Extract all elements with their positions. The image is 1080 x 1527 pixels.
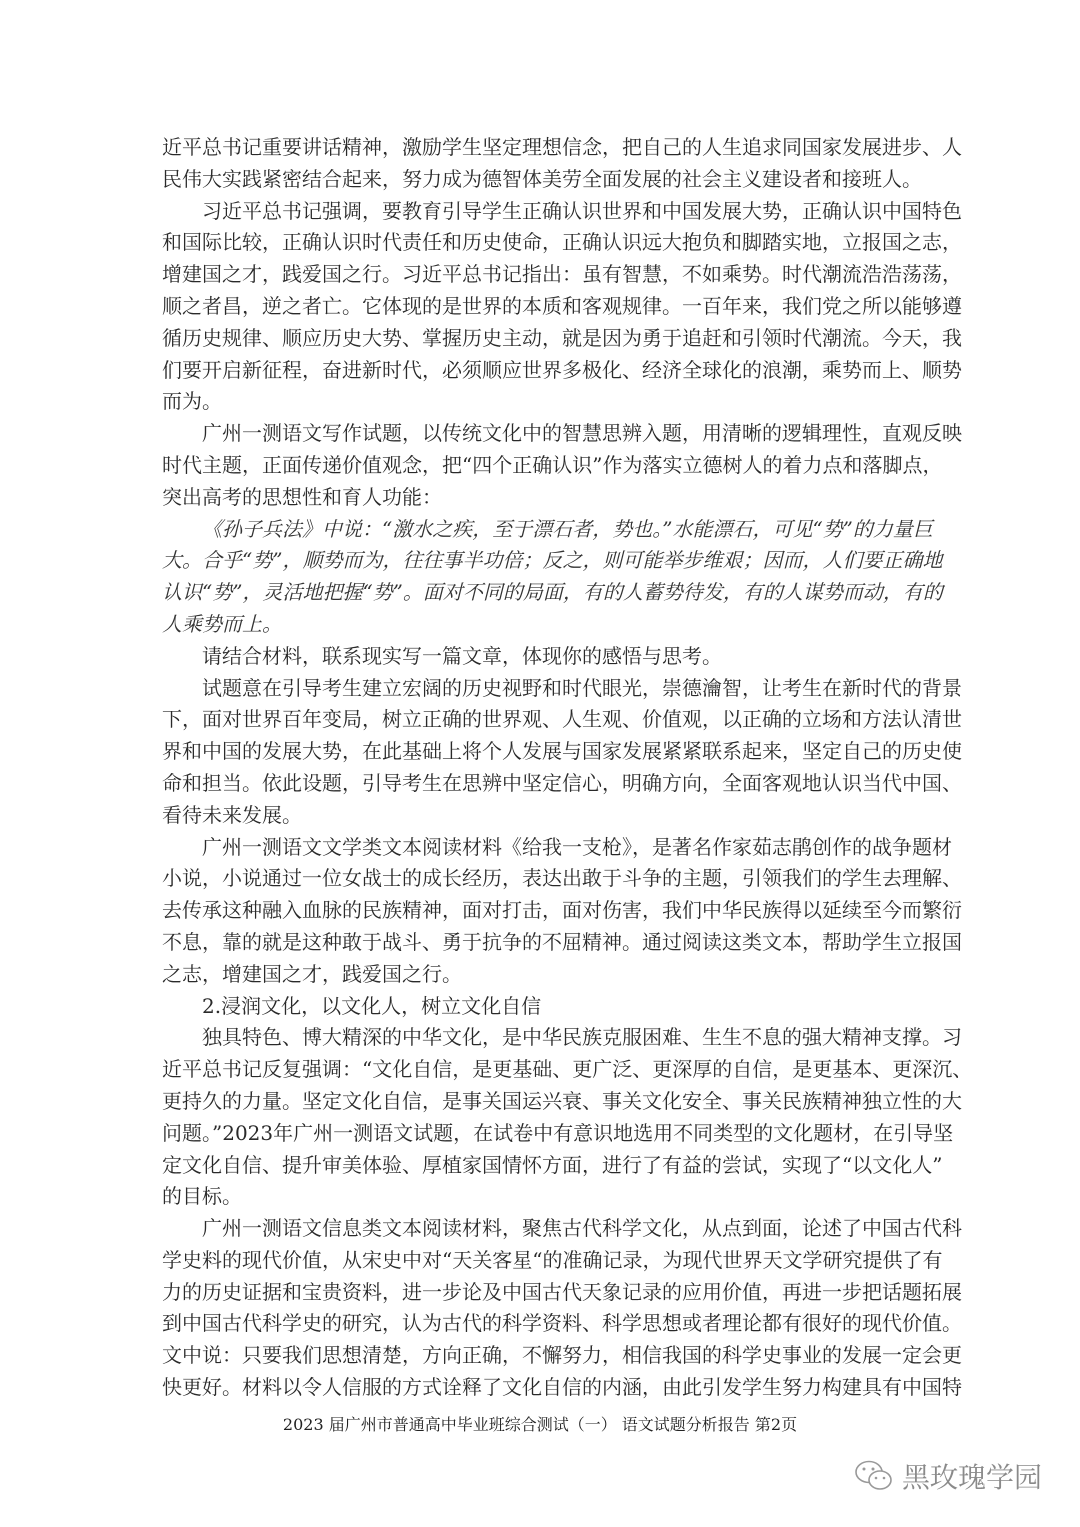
section-heading (162, 991, 918, 1023)
paragraph (162, 673, 962, 832)
page-footer: 2023 届广州市普通高中毕业班综合测试（一） 语文试题分析报告 第2页 (282, 1415, 798, 1434)
paragraph (162, 132, 962, 196)
text-line: 广州一测语文文学类文本阅读材料《给我一支枪》，是著名作家茹志鹃创作的战争题材 (202, 834, 952, 859)
watermark (854, 1456, 1042, 1496)
text-line: 界和中国的发展大势，在此基础上将个人发展与国家发展紧紧联系起来，坚定自己的历史使 (162, 739, 962, 764)
text-line: 突出高考的思想性和育人功能： (162, 484, 442, 509)
paragraph (162, 1213, 962, 1404)
text-line: 近平总书记重要讲话精神，激励学生坚定理想信念，把自己的人生追求同国家发展进步、人 (162, 135, 962, 159)
text-line: 不息，靠的就是这种敢于战斗、勇于抗争的不屈精神。通过阅读这类文本，帮助学生立报国 (162, 929, 962, 954)
text-line: 快更好。材料以令人信服的方式诠释了文化自信的内涵，由此引发学生努力构建具有中国特 (162, 1375, 962, 1400)
text-line: 顺之者昌，逆之者亡。它体现的是世界的本质和客观规律。一百年来，我们党之所以能够遵 (162, 293, 962, 318)
text-line: 看待未来发展。 (162, 802, 302, 827)
text-line: 而为。 (162, 389, 222, 414)
paragraph (162, 1022, 973, 1213)
text-line: 《孙子兵法》中说：“激水之疾，至于漂石者，势也。”水能漂石，可见“势”的力量巨 (202, 516, 933, 541)
text-line: 增建国之才，践爱国之行。习近平总书记指出：虽有智慧，不如乘势。时代潮流浩浩荡荡， (162, 262, 962, 287)
text-line: 请结合材料，联系现实写一篇文章，体现你的感悟与思考。 (202, 643, 722, 668)
text-line: 小说，小说通过一位女战士的成长经历，表达出敢于斗争的主题，引领我们的学生去理解、 (162, 866, 962, 891)
paragraph (162, 641, 918, 673)
paragraph (162, 418, 962, 513)
paragraph (162, 832, 962, 991)
quoted-prompt (162, 514, 943, 641)
text-line: 人乘势而上。 (162, 611, 282, 636)
text-line: 民伟大实践紧密结合起来，努力成为德智体美劳全面发展的社会主义建设者和接班人。 (162, 166, 922, 191)
text-line: 近平总书记反复强调：“文化自信，是更基础、更广泛、更深厚的自信，是更基本、更深沉、 (162, 1057, 973, 1082)
text-line: 2.浸润文化，以文化人，树立文化自信 (202, 993, 542, 1018)
text-line: 时代主题，正面传递价值观念，把“四个正确认识”作为落实立德树人的着力点和落脚点， (162, 452, 943, 477)
text-line: 广州一测语文信息类文本阅读材料，聚焦古代科学文化，从点到面，论述了中国古代科 (202, 1216, 962, 1241)
text-line: 独具特色、博大精深的中华文化，是中华民族克服困难、生生不息的强大精神支撑。习 (202, 1025, 962, 1050)
text-line: 和国际比较，正确认识时代责任和历史使命，正确认识远大抱负和脚踏实地，立报国之志， (162, 230, 962, 255)
text-line: 习近平总书记强调，要教育引导学生正确认识世界和中国发展大势，正确认识中国特色 (202, 198, 962, 223)
text-line: 大。合乎“势”，顺势而为，往往事半功倍；反之，则可能举步维艰；因而，人们要正确地 (162, 548, 943, 573)
text-line: 到中国古代科学史的研究，认为古代的科学资料、科学思想或者理论都有很好的现代价值。 (162, 1311, 962, 1336)
text-line: 命和担当。依此设题，引导考生在思辨中坚定信心，明确方向，全面客观地认识当代中国、 (162, 770, 962, 795)
text-line: 去传承这种融入血脉的民族精神，面对打击，面对伤害，我们中华民族得以延续至今而繁衍 (162, 898, 962, 923)
text-line: 试题意在引导考生建立宏阔的历史视野和时代眼光，崇德瀹智，让考生在新时代的背景 (202, 675, 962, 700)
text-line: 文中说：只要我们思想清楚，方向正确，不懈努力，相信我国的科学史事业的发展一定会更 (162, 1343, 962, 1368)
wechat-icon (854, 1459, 894, 1493)
text-line: 们要开启新征程，奋进新时代，必须顺应世界多极化、经济全球化的浪潮，乘势而上、顺势 (162, 357, 962, 382)
text-line: 学史料的现代价值，从宋史中对“天关客星“的准确记录，为现代世界天文学研究提供了有 (162, 1247, 943, 1272)
text-line: 力的历史证据和宝贵资料，进一步论及中国古代天象记录的应用价值，再进一步把话题拓展 (162, 1279, 962, 1304)
text-line: 更持久的力量。坚定文化自信，是事关国运兴衰、事关文化安全、事关民族精神独立性的大 (162, 1088, 962, 1113)
text-line: 循历史规律、顺应历史大势、掌握历史主动，就是因为勇于追赶和引领时代潮流。今天，我 (162, 325, 962, 350)
text-line: 的目标。 (162, 1184, 242, 1209)
watermark-text: 黑玫瑰学园 (901, 1461, 1042, 1494)
text-line: 定文化自信、提升审美体验、厚植家国情怀方面，进行了有益的尝试，实现了“以文化人” (162, 1152, 943, 1177)
text-line: 之志，增建国之才，践爱国之行。 (162, 961, 462, 986)
text-line: 认识“势”，灵活地把握“势”。面对不同的局面，有的人蓄势待发，有的人谋势而动，有的 (162, 580, 943, 605)
text-line: 广州一测语文写作试题，以传统文化中的智慧思辨入题，用清晰的逻辑理性，直观反映 (202, 421, 962, 446)
paragraph (162, 196, 962, 419)
text-line: 问题。”2023年广州一测语文试题，在试卷中有意识地选用不同类型的文化题材，在引导坚 (162, 1120, 954, 1145)
document-body (162, 132, 973, 1404)
text-line: 下，面对世界百年变局，树立正确的世界观、人生观、价值观，以正确的立场和方法认清世 (162, 707, 962, 732)
